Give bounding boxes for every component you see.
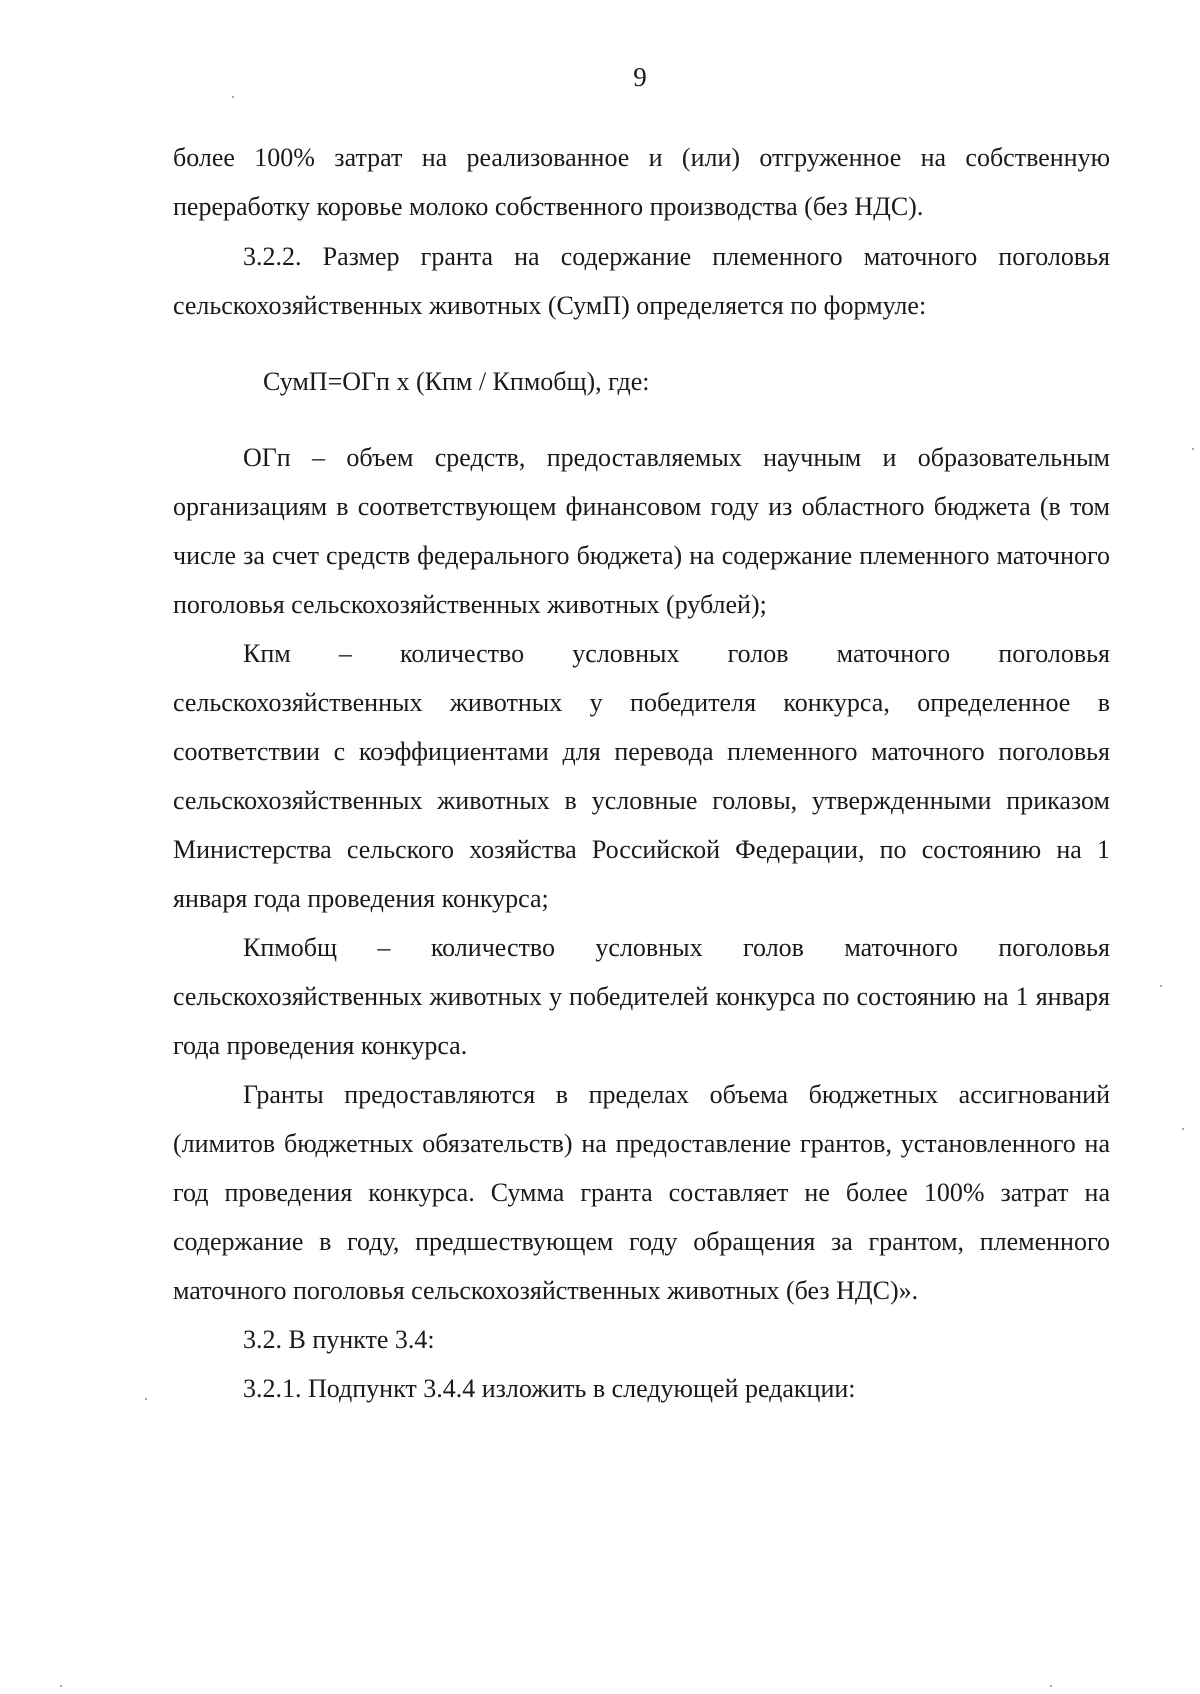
paragraph-3-2-2: 3.2.2. Размер гранта на содержание племенного маточного поголовья сельскохозяйственных животных (СумП) определяется по формуле:	[173, 242, 1110, 320]
paragraph-ogp-definition: ОГп – объем средств, предоставляемых научным и образовательным организациям в соответствующем финансовом году из областного бюджета (в том числе за счет средств федерального бюджета) на содержание племенного маточного поголовья сельскохозяйственных животных (рублей);	[173, 443, 1110, 619]
scan-speck	[232, 96, 234, 98]
paragraph-kpm-definition: Кпм – количество условных голов маточного поголовья сельскохозяйственных животных у победителя конкурса, определенное в соответствии с коэффициентами для перевода племенного маточного поголовья сельскохозяйственных животных в условные головы, утвержденными приказом Министерства сельского хозяйства Российской Федерации, по состоянию на 1 января года проведения конкурса;	[173, 639, 1110, 913]
scan-speck	[1182, 1128, 1184, 1130]
page-number: 9	[633, 62, 647, 92]
formula: СумП=ОГп x (Кпм / Кпмобщ), где:	[263, 367, 650, 396]
scan-speck	[1050, 1685, 1052, 1687]
document-body	[173, 133, 1110, 1413]
scan-speck	[1160, 985, 1162, 987]
scan-speck	[145, 1398, 147, 1400]
scan-speck	[1192, 448, 1194, 450]
paragraph-3-2: 3.2. В пункте 3.4:	[243, 1325, 435, 1354]
paragraph-3-2-1: 3.2.1. Подпункт 3.4.4 изложить в следующей редакции:	[243, 1374, 856, 1403]
paragraph-continuation: более 100% затрат на реализованное и (или) отгруженное на собственную переработку коровье молоко собственного производства (без НДС).	[173, 143, 1110, 221]
scan-speck	[60, 1685, 62, 1687]
paragraph-kpmobsch-definition: Кпмобщ – количество условных голов маточного поголовья сельскохозяйственных животных у победителей конкурса по состоянию на 1 января года проведения конкурса.	[173, 933, 1110, 1060]
paragraph-grants: Гранты предоставляются в пределах объема бюджетных ассигнований (лимитов бюджетных обязательств) на предоставление грантов, установленного на год проведения конкурса. Сумма гранта составляет не более 100% затрат на содержание в году, предшествующем году обращения за грантом, племенного маточного поголовья сельскохозяйственных животных (без НДС)».	[173, 1080, 1110, 1305]
